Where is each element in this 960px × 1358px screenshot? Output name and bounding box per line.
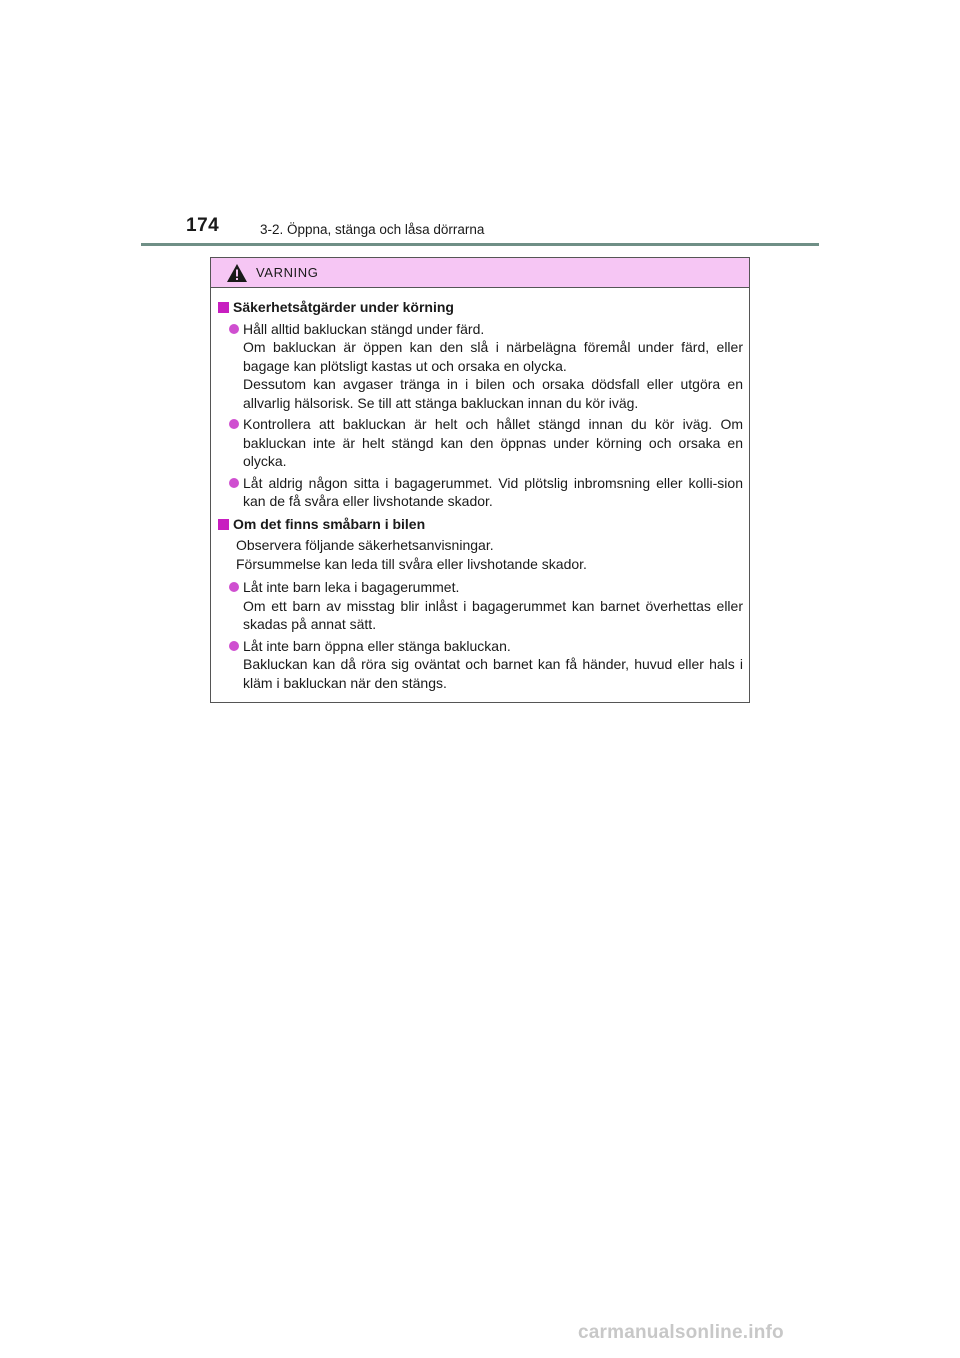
round-bullet-icon [229,324,239,334]
warning-box [210,257,750,703]
bullet-line: Håll alltid bakluckan stängd under färd. [243,320,485,337]
warning-header [211,258,749,288]
round-bullet-icon [229,419,239,429]
bullet-line: Låt inte barn öppna eller stänga bakluckan. [243,637,511,654]
watermark: carmanualsonline.info [578,1322,784,1343]
warning-title: VARNING [256,265,319,280]
bullet-line: Kontrollera att bakluckan är helt och hållet stängd innan du kör iväg. Om bakluckan inte är helt stängd kan den öppnas under körning och orsaka en olycka. [243,416,743,469]
page-number: 174 [186,215,220,236]
bullet-line: Låt aldrig någon sitta i bagagerummet. Vid plötslig inbromsning eller kolli-sion kan de få svåra eller livshotande skador. [243,474,743,509]
section-heading [218,515,743,534]
bullet-line: Bakluckan kan då röra sig oväntat och barnet kan få händer, huvud eller hals i kläm i bakluckan när den stängs. [243,656,743,691]
section-heading [218,298,743,317]
list-item [218,578,743,634]
intro-line: Försummelse kan leda till svåra eller livshotande skador. [236,555,587,572]
bullet-line: Om bakluckan är öppen kan den slå i närbelägna föremål under färd, eller bagage kan plötsligt kastas ut och orsaka en olycka. [243,339,743,374]
warning-content [211,288,749,692]
section-title: 3-2. Öppna, stänga och låsa dörrarna [260,222,485,237]
intro-line: Observera följande säkerhetsanvisningar. [236,537,494,553]
header-rule [141,243,819,246]
square-bullet-icon [218,302,229,313]
bullet-line: Dessutom kan avgaser tränga in i bilen och orsaka dödsfall eller utgöra en allvarlig hälsorisk. Se till att stänga bakluckan innan du kör iväg. [243,376,743,411]
section-heading-text: Säkerhetsåtgärder under körning [233,299,454,315]
list-item [218,474,743,511]
list-item [218,320,743,413]
list-item [218,415,743,471]
section-intro [236,536,743,573]
section-heading-text: Om det finns småbarn i bilen [233,515,426,532]
round-bullet-icon [229,478,239,488]
square-bullet-icon [218,519,229,530]
list-item [218,637,743,693]
bullet-line: Om ett barn av misstag blir inlåst i bagagerummet kan barnet överhettas eller skadas på annat sätt. [243,597,743,632]
bullet-line: Låt inte barn leka i bagagerummet. [243,579,460,595]
round-bullet-icon [229,582,239,592]
round-bullet-icon [229,641,239,651]
warning-triangle-icon [226,263,248,283]
